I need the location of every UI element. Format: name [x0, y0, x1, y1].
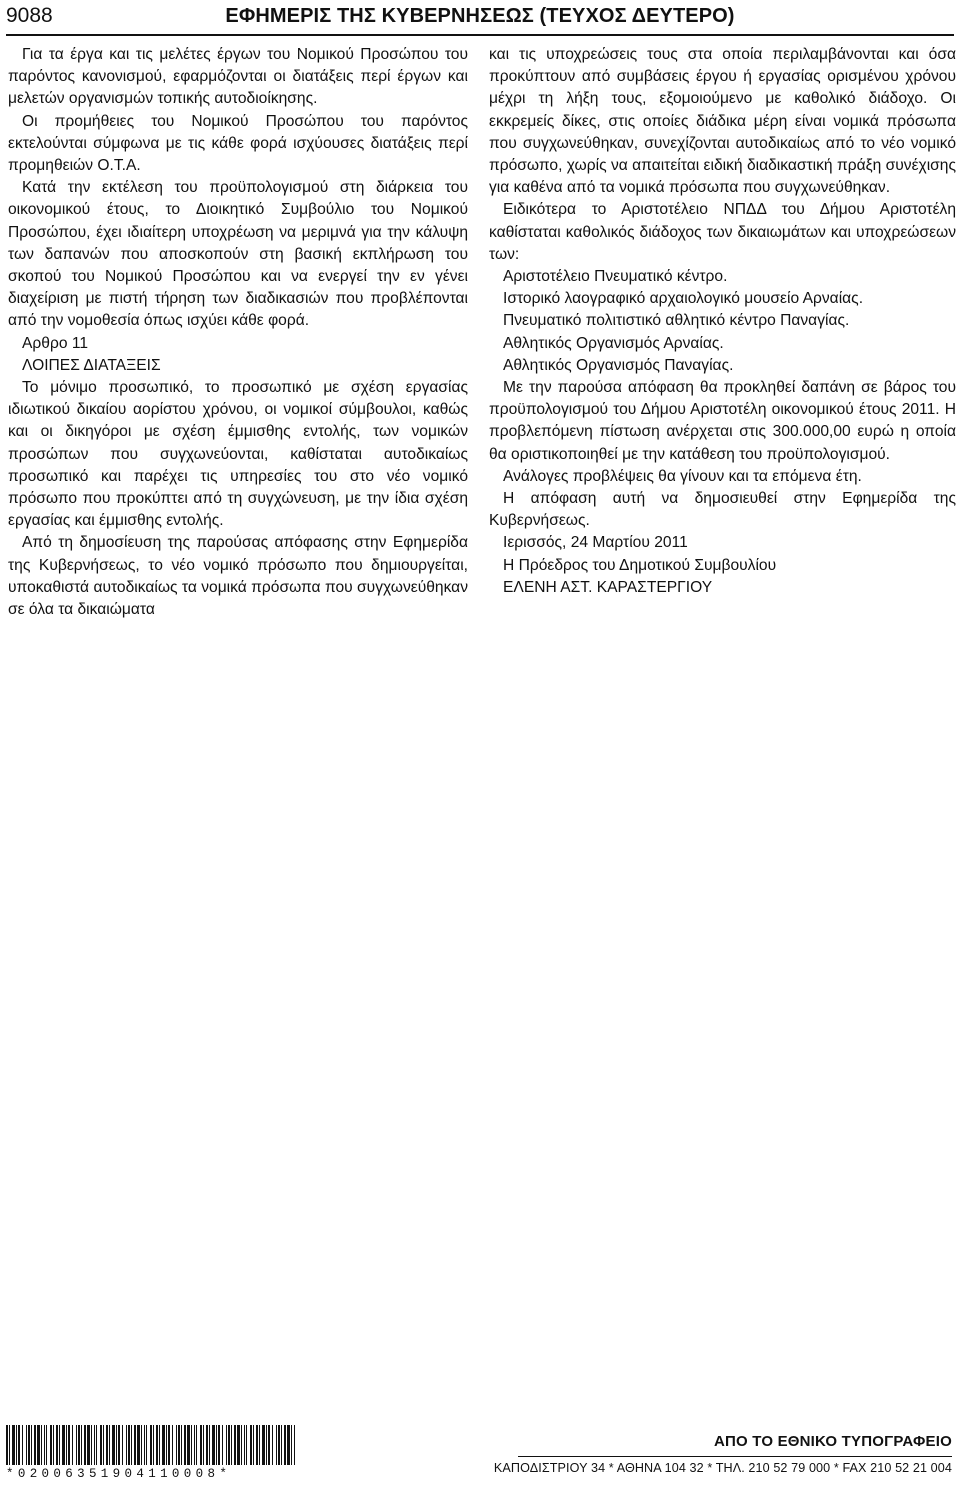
- publisher-address: ΚΑΠΟΔΙΣΤΡΙΟΥ 34 * ΑΘΗΝΑ 104 32 * ΤΗΛ. 210 52 79 000 * FAX 210 52 21 004: [493, 1461, 952, 1475]
- header-divider: [6, 34, 954, 36]
- list-item-entity: Αθλητικός Οργανισμός Αρναίας.: [503, 334, 724, 352]
- paragraph-expenditure: Με την παρούσα απόφαση θα προκληθεί δαπάνη σε βάρος του προϋπολογισμού του Δήμου Αριστοτέλη οικονομικού έτους 2011. Η προβλεπόμενη πίστωση ανέρχεται στις 300.000,00 ευρώ η οποία θα οριστικοποιηθεί με την κατάθεση του προϋπολογισμού.: [489, 379, 956, 463]
- paragraph-staff: Το μόνιμο προσωπικό, το προσωπικό με σχέση εργασίας ιδιωτικού δικαίου αορίστου χρόνου, οι νομικοί σύμβουλοι, καθώς και οι δικηγόροι με σχέση έμμισθης εντολής, των νομικών προσώπων που συγχωνεύονται, καθίσταται αυτοδικαίως προσωπικό και παρέχει τις υπηρεσίες του στο νέο νομικό πρόσωπο που προκύπτει από τη συγχώνευση, με την ίδια σχέση εργασίας και έμμισθης εντολής.: [8, 379, 468, 530]
- paragraph-publication: Η απόφαση αυτή να δημοσιευθεί στην Εφημερίδα της Κυβερνήσεως.: [489, 490, 956, 530]
- list-item-entity: Ιστορικό λαογραφικό αρχαιολογικό μουσείο Αρναίας.: [503, 290, 864, 308]
- right-column: [489, 44, 956, 599]
- place-date: Ιερισσός, 24 Μαρτίου 2011: [503, 534, 688, 552]
- list-item-entity: Αθλητικός Οργανισμός Παναγίας.: [503, 356, 734, 374]
- footer-divider: [518, 1456, 952, 1457]
- paragraph-budget-execution: Κατά την εκτέλεση του προϋπολογισμού στη διάρκεια του οικονομικού έτους, το Διοικητικό Συμβούλιο του Νομικού Προσώπου, έχει ιδιαίτερη υποχρέωση να μεριμνά για την κάλυψη των δαπανών που αποσκοπούν στη βασική εκπλήρωση του σκοπού του Νομικού Προσώπου και να ενεργεί την εν γένει διαχείριση με πιστή τήρηση των διαδικασιών που προβλέπονται από την νομοθεσία όπως ισχύει κάθε φορά.: [8, 179, 468, 330]
- signatory-title: Η Πρόεδρος του Δημοτικού Συμβουλίου: [503, 556, 777, 574]
- barcode-number: *02006351904110008*: [6, 1467, 232, 1481]
- article-number: Αρθρο 11: [22, 334, 89, 352]
- gazette-running-title: ΕΦΗΜΕΡΙΣ ΤΗΣ ΚΥΒΕΡΝΗΣΕΩΣ (ΤΕΥΧΟΣ ΔΕΥΤΕΡΟ): [225, 5, 735, 27]
- page-number: 9088: [6, 4, 53, 27]
- paragraph-procurements: Οι προμήθειες του Νομικού Προσώπου του παρόντος εκτελούνται σύμφωνα με τις κάθε φορά ισχύουσες διατάξεις περί προμηθειών Ο.Τ.Α.: [8, 112, 468, 175]
- article-title: ΛΟΙΠΕΣ ΔΙΑΤΑΞΕΙΣ: [22, 356, 161, 374]
- barcode: [6, 1425, 295, 1465]
- signatory-name: ΕΛΕΝΗ ΑΣΤ. ΚΑΡΑΣΤΕΡΓΙΟΥ: [503, 578, 713, 596]
- left-column: [8, 44, 468, 621]
- page-header: [6, 4, 954, 30]
- paragraph-future-provisions: Ανάλογες προβλέψεις θα γίνουν και τα επόμενα έτη.: [503, 467, 862, 485]
- paragraph-obligations: και τις υποχρεώσεις τους στα οποία περιλαμβάνονται και όσα προκύπτουν από συμβάσεις έργου ή εργασίας ορισμένου χρόνου μέχρι τη λήξη τους, εξομοιούμενο με καθολικό διάδοχο. Οι εκκρεμείς δίκες, στις οποίες διάδικα μέρη είναι νομικά πρόσωπα που συγχωνεύθηκαν, συνεχίζονται αυτοδικαίως από το νέο νομικό πρόσωπο, χωρίς να απαιτείται ειδική διαδικαστική πράξη συνέχισης για καθένα από τα νομικά πρόσωπα που συγχωνεύθηκαν.: [489, 46, 956, 197]
- list-item-entity: Πνευματικό πολιτιστικό αθλητικό κέντρο Παναγίας.: [503, 312, 850, 330]
- list-item-entity: Αριστοτέλειο Πνευματικό κέντρο.: [503, 268, 728, 286]
- paragraph-succession: Από τη δημοσίευση της παρούσας απόφασης στην Εφημερίδα της Κυβερνήσεως, το νέο νομικό πρόσωπο που δημιουργείται, υποκαθιστά αυτοδικαίως τα νομικά πρόσωπα που συγχωνεύθηκαν σε όλα τα δικαιώματα: [8, 534, 468, 619]
- paragraph-works-studies: Για τα έργα και τις μελέτες έργων του Νομικού Προσώπου του παρόντος κανονισμού, εφαρμόζονται οι διατάξεις περί έργων και μελετών οργανισμών τοπικής αυτοδιοίκησης.: [8, 46, 468, 108]
- publisher-label: ΑΠΟ ΤΟ ΕΘΝΙΚΟ ΤΥΠΟΓΡΑΦΕΙΟ: [713, 1433, 952, 1450]
- paragraph-universal-successor: Ειδικότερα το Αριστοτέλειο ΝΠΔΔ του Δήμου Αριστοτέλη καθίσταται καθολικός διάδοχος των δικαιωμάτων και υποχρεώσεων των:: [489, 201, 956, 263]
